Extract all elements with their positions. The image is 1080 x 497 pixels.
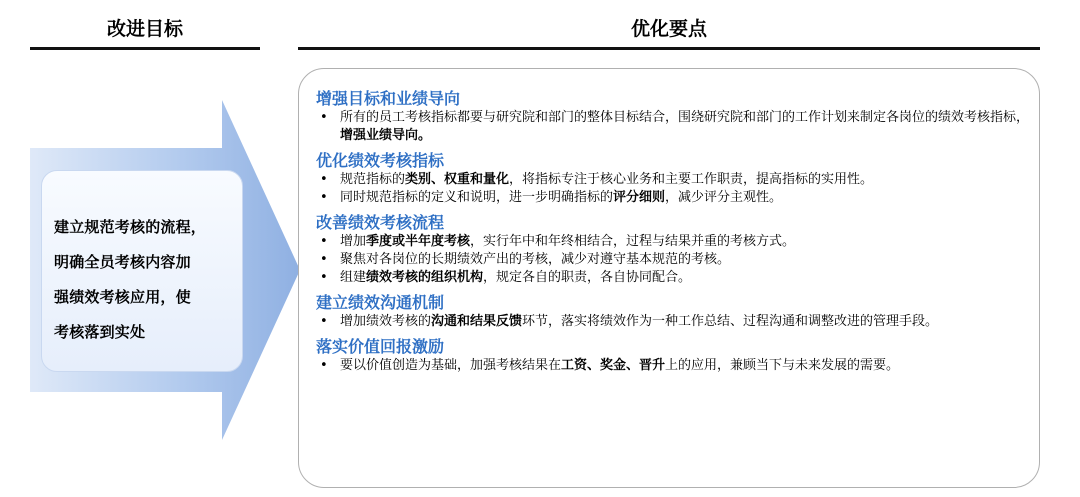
bullet-item [316, 313, 1034, 331]
bullet-emphasis: 增强业绩导向。 [340, 128, 432, 143]
bullet-list [316, 357, 1034, 375]
bullet-list [316, 233, 1034, 287]
bullet-item [316, 109, 1034, 145]
bullet-emphasis: 沟通和结果反馈 [431, 314, 523, 329]
bullet-text: 规范指标的 [340, 172, 406, 187]
bullet-text: 聚焦对各岗位的长期绩效产出的考核，减少对遵守基本规范的考核。 [340, 252, 731, 267]
bullet-dot: • [320, 190, 328, 205]
bullet-dot: • [320, 314, 328, 329]
optimization-header-rule [298, 47, 1040, 50]
section-title: 落实价值回报激励 [316, 337, 445, 356]
bullet-dot: • [320, 270, 328, 285]
bullet-emphasis: 评分细则 [613, 190, 666, 205]
bullet-text: ，减少评分主观性。 [665, 190, 783, 205]
bullet-emphasis: 季度或半年度考核 [366, 234, 471, 249]
optimization-header: 优化要点 [630, 18, 707, 40]
bullet-item [316, 233, 1034, 251]
bullet-text: ，将指标专注于核心业务和主要工作职责，提高指标的实用性。 [509, 172, 874, 187]
goal-line: 强绩效考核应用，使 [54, 288, 191, 306]
bullet-emphasis: 工资、奖金、晋升 [561, 358, 666, 373]
bullet-text: 环节，落实将绩效作为一种工作总结、过程沟通和调整改进的管理手段。 [522, 314, 939, 329]
optimization-content [316, 89, 1034, 381]
bullet-dot: • [320, 110, 328, 125]
goal-line: 明确全员考核内容加 [54, 253, 191, 271]
bullet-item [316, 251, 1034, 269]
bullet-dot: • [320, 358, 328, 373]
bullet-item [316, 189, 1034, 207]
bullet-text: 上的应用，兼顾当下与未来发展的需要。 [665, 358, 900, 373]
bullet-text: 组建 [340, 270, 367, 285]
bullet-dot: • [320, 234, 328, 249]
goal-header: 改进目标 [106, 18, 183, 40]
section-title: 改善绩效考核流程 [316, 213, 445, 232]
bullet-dot: • [320, 252, 328, 267]
bullet-text: ，规定各自的职责，各自协同配合。 [483, 270, 692, 285]
section-title: 增强目标和业绩导向 [316, 89, 461, 108]
section [316, 293, 1034, 331]
bullet-text: 同时规范指标的定义和说明，进一步明确指标的 [340, 190, 614, 205]
section [316, 213, 1034, 287]
bullet-item [316, 171, 1034, 189]
bullet-item [316, 269, 1034, 287]
bullet-item [316, 357, 1034, 375]
bullet-list [316, 171, 1034, 207]
bullet-list [316, 109, 1034, 145]
goal-text [54, 210, 236, 350]
bullet-text: 增加 [340, 234, 367, 249]
bullet-text: 增加绩效考核的 [340, 314, 432, 329]
bullet-dot: • [320, 172, 328, 187]
section [316, 151, 1034, 207]
section [316, 337, 1034, 375]
bullet-text: ，实行年中和年终相结合，过程与结果并重的考核方式。 [470, 234, 796, 249]
bullet-emphasis: 类别、权重和量化 [405, 172, 510, 187]
bullet-text: 要以价值创造为基础，加强考核结果在 [340, 358, 562, 373]
section-title: 建立绩效沟通机制 [316, 293, 445, 312]
section [316, 89, 1034, 145]
goal-line: 考核落到实处 [54, 323, 146, 341]
bullet-list [316, 313, 1034, 331]
bullet-text: 所有的员工考核指标都要与研究院和部门的整体目标结合，围绕研究院和部门的工作计划来制定各岗位的绩效考核指标， [340, 110, 1030, 125]
bullet-emphasis: 绩效考核的组织机构 [366, 270, 484, 285]
section-title: 优化绩效考核指标 [316, 151, 445, 170]
goal-line: 建立规范考核的流程， [54, 218, 207, 236]
